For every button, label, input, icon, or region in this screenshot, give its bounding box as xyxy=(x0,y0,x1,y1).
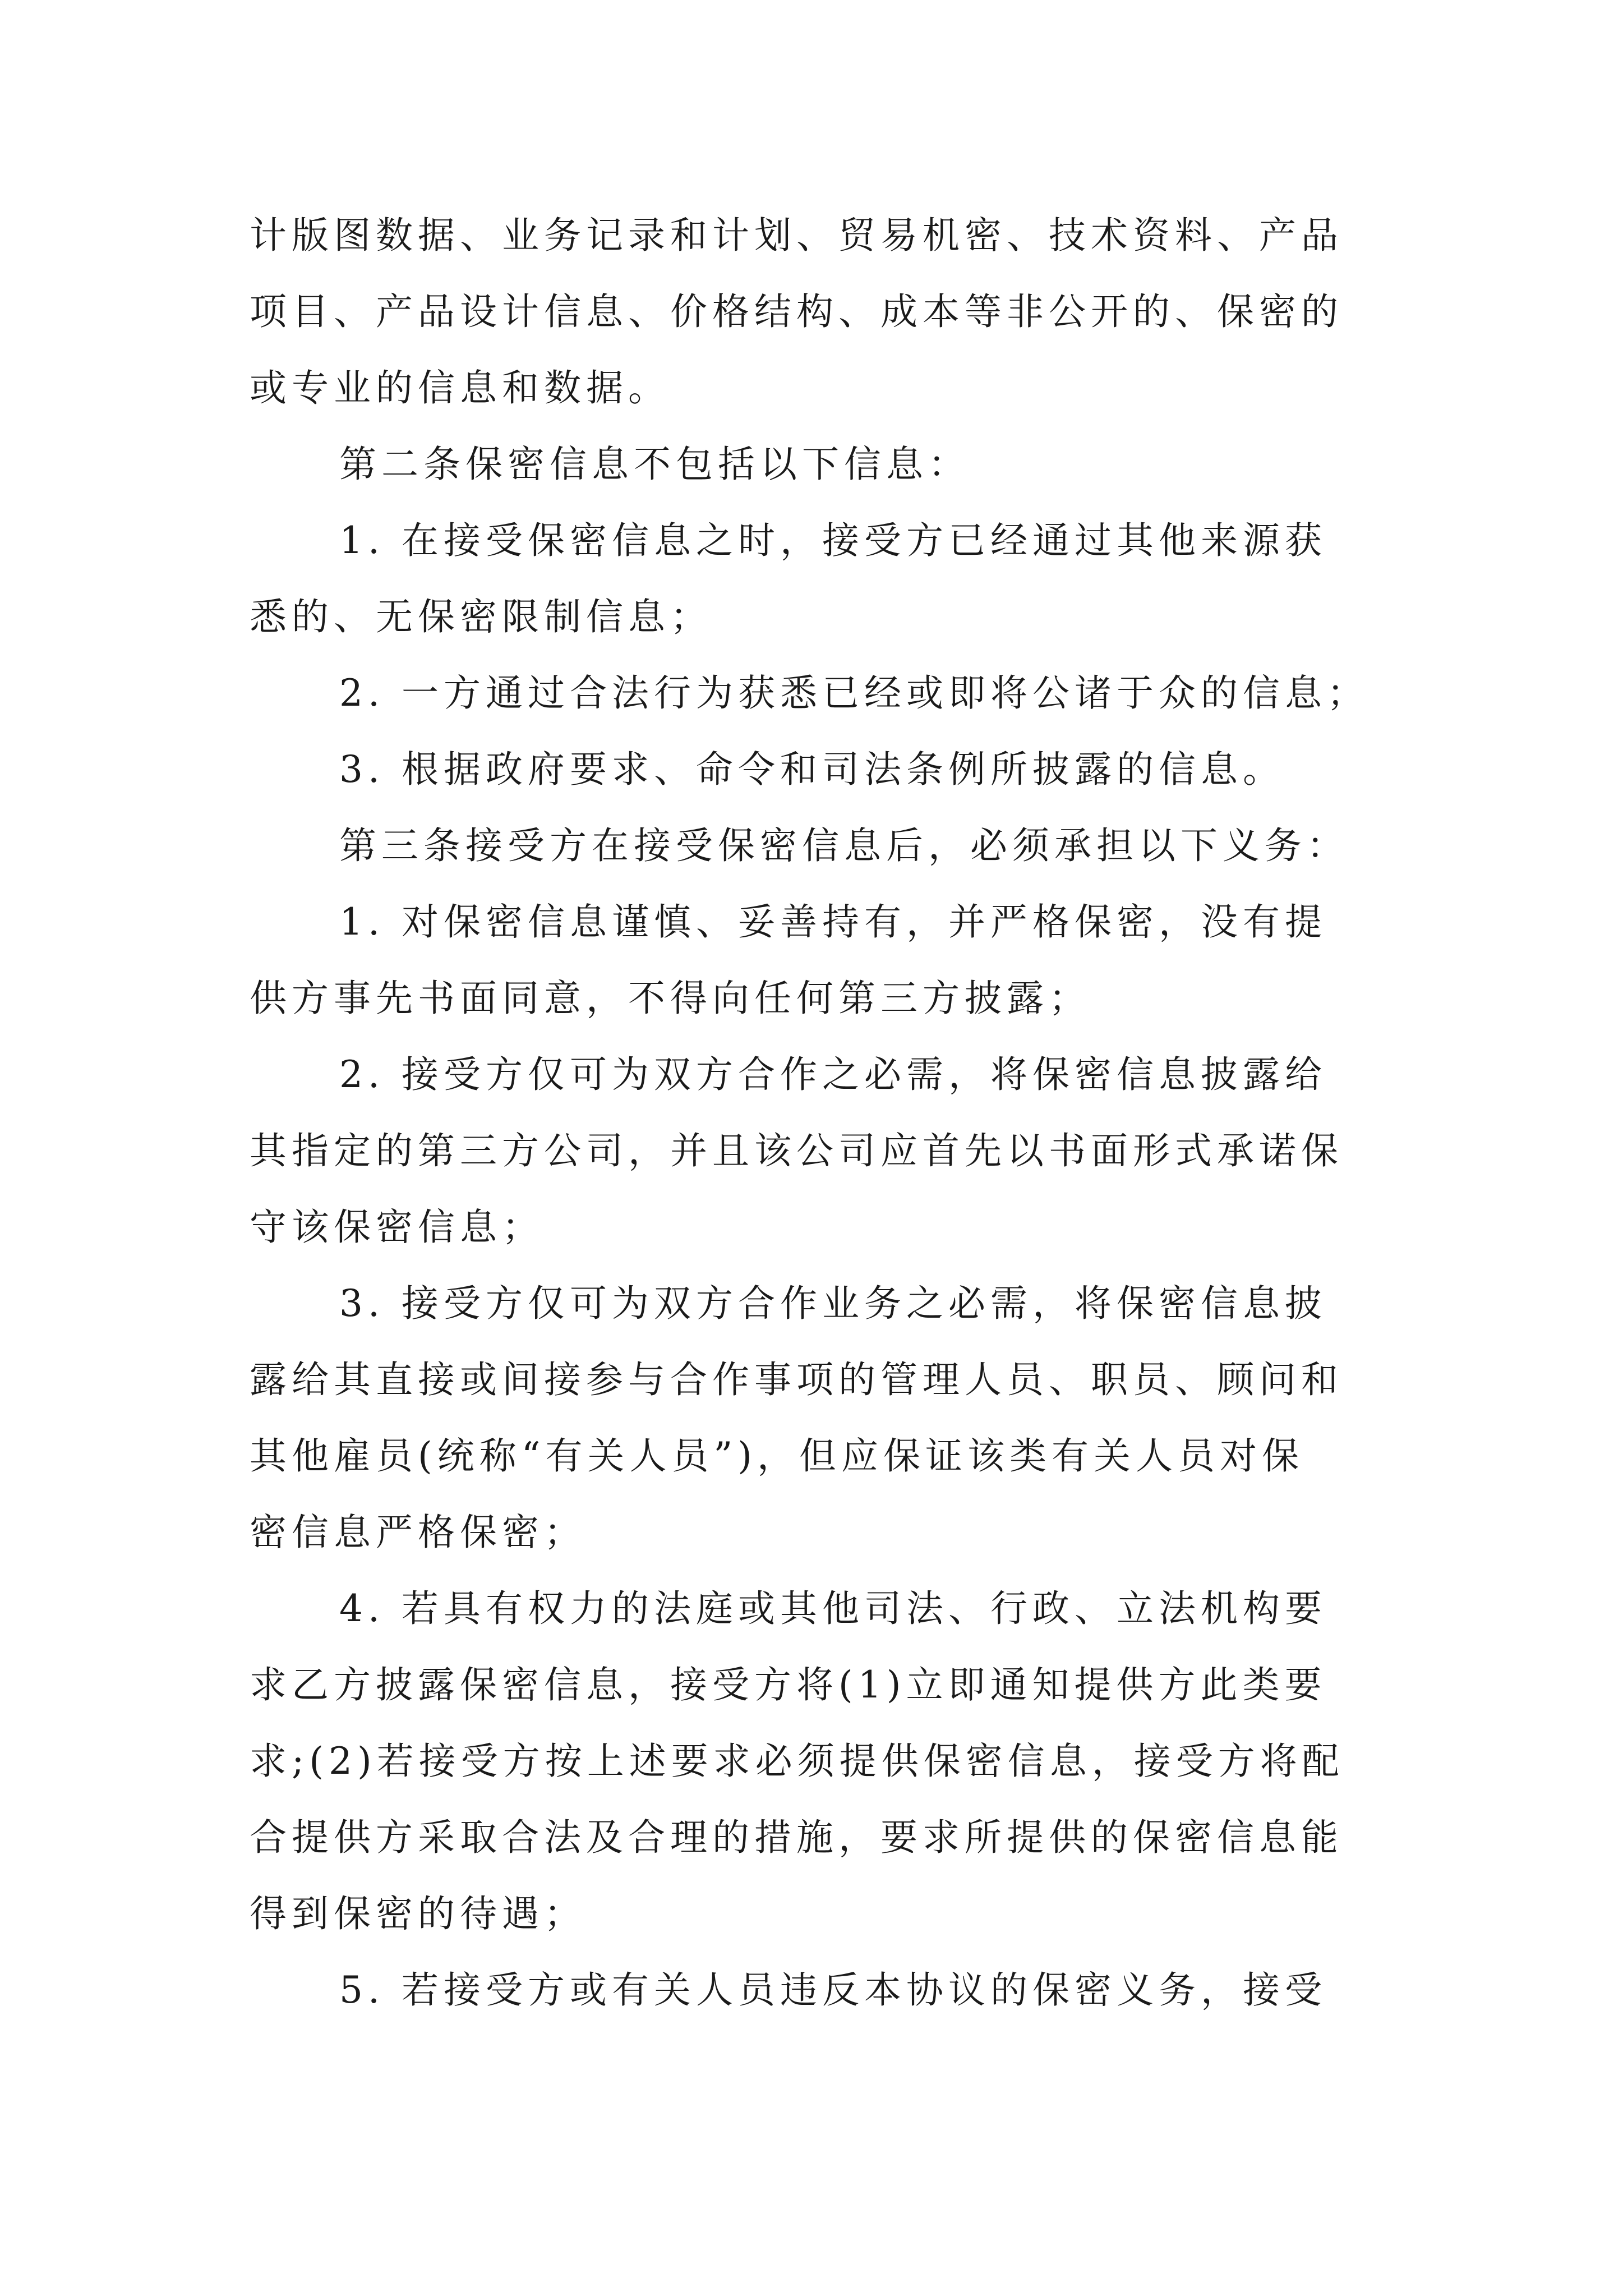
list-item-line: 求乙方披露保密信息，接受方将(1)立即通知提供方此类要 xyxy=(250,1663,1327,1706)
list-item-line: 2. 接受方仅可为双方合作之必需，将保密信息披露给 xyxy=(339,1053,1327,1096)
list-item-line: 1. 对保密信息谨慎、妥善持有，并严格保密，没有提 xyxy=(339,900,1327,944)
list-item-line: 3. 根据政府要求、命令和司法条例所披露的信息。 xyxy=(339,748,1285,791)
list-item-line: 露给其直接或间接参与合作事项的管理人员、职员、顾问和 xyxy=(250,1358,1343,1401)
paragraph-line: 计版图数据、业务记录和计划、贸易机密、技术资料、产品 xyxy=(250,214,1343,257)
list-item-line: 4. 若具有权力的法庭或其他司法、行政、立法机构要 xyxy=(339,1587,1327,1630)
list-item-line: 密信息严格保密； xyxy=(250,1511,586,1554)
document-body xyxy=(250,197,1377,2028)
list-item-line: 1. 在接受保密信息之时，接受方已经通过其他来源获 xyxy=(339,519,1327,562)
list-item-line: 守该保密信息； xyxy=(250,1205,544,1249)
list-item-line: 2. 一方通过合法行为获悉已经或即将公诸于众的信息； xyxy=(339,671,1369,715)
list-item-line: 其指定的第三方公司，并且该公司应首先以书面形式承诺保 xyxy=(250,1129,1343,1172)
list-item-line: 其他雇员(统称“有关人员”)，但应保证该类有关人员对保 xyxy=(250,1434,1304,1478)
paragraph-line: 项目、产品设计信息、价格结构、成本等非公开的、保密的 xyxy=(250,290,1343,333)
list-item-line: 得到保密的待遇； xyxy=(250,1892,586,1935)
list-item-line: 合提供方采取合法及合理的措施，要求所提供的保密信息能 xyxy=(250,1816,1343,1859)
list-item-line: 3. 接受方仅可为双方合作业务之必需，将保密信息披 xyxy=(339,1282,1327,1325)
paragraph-line: 或专业的信息和数据。 xyxy=(250,366,670,409)
article-heading: 第三条接受方在接受保密信息后，必须承担以下义务： xyxy=(339,824,1349,867)
list-item-line: 悉的、无保密限制信息； xyxy=(250,595,712,638)
list-item-line: 供方事先书面同意，不得向任何第三方披露； xyxy=(250,977,1091,1020)
list-item-line: 求;(2)若接受方按上述要求必须提供保密信息，接受方将配 xyxy=(250,1740,1344,1783)
list-item-line: 5. 若接受方或有关人员违反本协议的保密义务，接受 xyxy=(339,1968,1327,2012)
article-heading: 第二条保密信息不包括以下信息： xyxy=(339,443,970,486)
